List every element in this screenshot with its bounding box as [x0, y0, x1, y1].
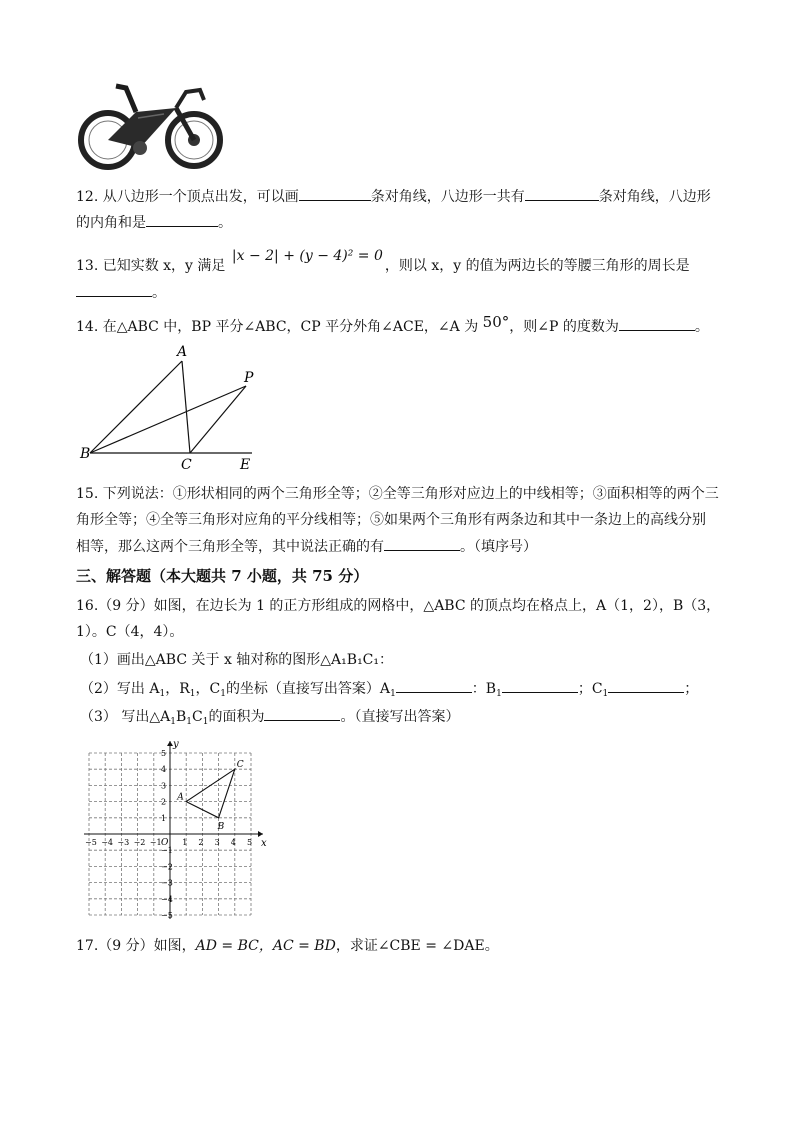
question-15-line-3: 相等，那么这两个三角形全等，其中说法正确的有 。（填序号）: [76, 536, 537, 557]
x-tick-label: −2: [133, 838, 146, 847]
question-17: 17.（9 分）如图，AD = BC，AC = BD，求证∠CBE = ∠DAE。: [76, 938, 499, 954]
x-tick-label: 3: [214, 838, 220, 847]
coordinate-grid: [84, 730, 280, 922]
question-12-line-1: 12. 从八边形一个顶点出发，可以画 条对角线，八边形一共有 条对角线，八边形: [76, 186, 711, 207]
y-tick-label: −5: [161, 911, 173, 920]
point-B-label: B: [217, 821, 225, 832]
question-12-line-2: 的内角和是 。: [76, 212, 232, 233]
point-C-label: C: [236, 760, 244, 771]
y-tick-label: 3: [161, 781, 167, 791]
triangle-figure: [76, 340, 276, 475]
section-3-heading: 三、解答题（本大题共 7 小题，共 75 分）: [76, 567, 369, 585]
label-E: E: [240, 457, 251, 473]
origin-label: O: [161, 838, 169, 848]
y-tick-label: −2: [161, 862, 173, 872]
x-tick-label: −3: [117, 838, 130, 847]
bicycle-image: [78, 78, 224, 176]
label-P: P: [244, 370, 254, 386]
question-13-line-1: 13. 已知实数 x，y 满足 |x − 2| + (y − 4)² = 0，则以 x，y 的值为两边长的等腰三角形的周长是: [76, 248, 690, 274]
label-A: A: [177, 344, 188, 360]
question-16-part-3: （3） 写出$\triangle A_1B_1C_1$的面积为 。（直接写出答案）: [80, 706, 459, 732]
question-13-line-2: 。: [76, 282, 166, 303]
point-A-label: A: [177, 792, 184, 803]
y-tick-label: 2: [161, 797, 167, 807]
y-tick-label: −4: [161, 894, 173, 904]
y-tick-label: −3: [161, 878, 173, 888]
label-C: C: [181, 457, 192, 473]
x-tick-label: 4: [230, 838, 236, 847]
angle-50: 50°: [482, 313, 510, 331]
y-axis-label: y: [173, 739, 179, 750]
x-tick-label: 2: [198, 838, 204, 847]
question-15-line-1: 15. 下列说法：①形状相同的两个三角形全等；②全等三角形对应边上的中线相等；③面积相等的两个三: [76, 486, 719, 502]
x-tick-label: 1: [182, 838, 188, 847]
y-tick-label: 5: [161, 749, 167, 758]
triangle-abc: [186, 769, 235, 818]
x-tick-label: −1: [149, 838, 162, 847]
question-14-line-1: 14. 在△ABC 中，BP 平分∠ABC，CP 平分外角∠ACE，∠A 为 50°，则∠P 的度数为 。: [76, 313, 709, 335]
x-axis-arrow: [258, 831, 263, 837]
y-tick-label: 1: [161, 813, 167, 823]
x-tick-label: −5: [85, 838, 97, 847]
x-tick-label: 5: [247, 838, 253, 847]
question-16-line-2: 1）。C（4，4）。: [76, 624, 184, 640]
question-15-line-2: 角形全等；④全等三角形对应角的平分线相等；⑤如果两个三角形有两条边和其中一条边上的高线分别: [76, 512, 706, 528]
y-tick-label: −1: [161, 846, 173, 856]
y-tick-label: 4: [161, 765, 167, 775]
x-tick-label: −4: [101, 838, 113, 847]
question-16-part-1: （1）画出△ABC 关于 x 轴对称的图形△A₁B₁C₁：: [80, 652, 394, 668]
question-16-part-2: （2）写出 $A_1$，$R_1$，$C_1$的坐标（直接写出答案）$A_1$ ：$B_1$ ；$C_1$ ；: [80, 678, 698, 704]
equation-13: |x − 2| + (y − 4)² = 0: [231, 248, 383, 264]
question-16-line-1: 16.（9 分）如图，在边长为 1 的正方形组成的网格中，△ABC 的顶点均在格点上，A（1，2），B（3，: [76, 598, 721, 614]
x-axis-label: x: [261, 838, 267, 849]
label-B: B: [80, 446, 91, 462]
